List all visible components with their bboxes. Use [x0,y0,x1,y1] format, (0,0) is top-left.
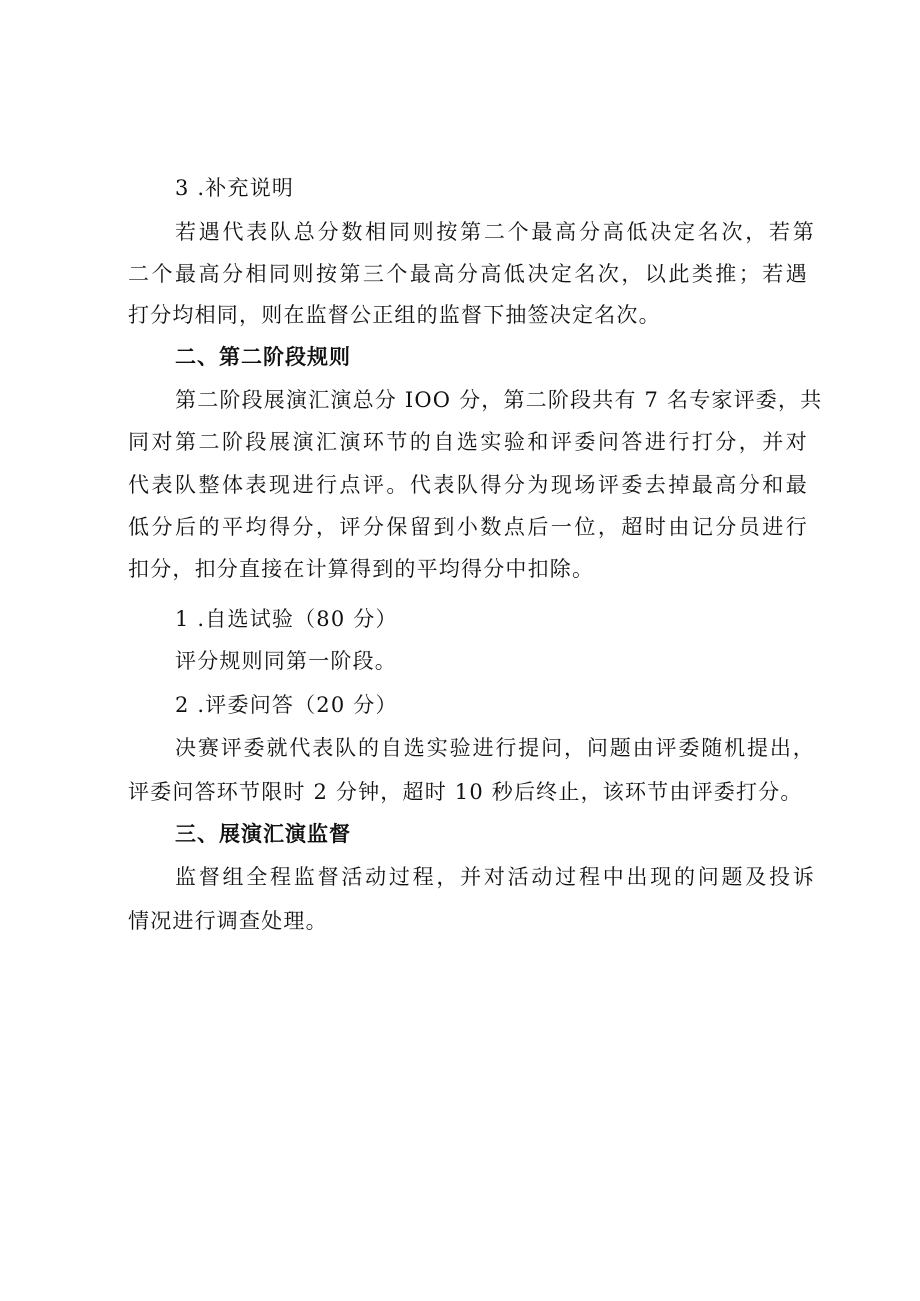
supplement-line-1: 若遇代表队总分数相同则按第二个最高分高低决定名次，若第 [175,220,815,244]
stage2-line-4: 低分后的平均得分，评分保留到小数点后一位，超时由记分员进行 [128,515,808,539]
stage3-line-1: 监督组全程监督活动过程，并对活动过程中出现的问题及投诉 [175,865,815,889]
stage2-line-3: 代表队整体表现进行点评。代表队得分为现场评委去掉最高分和最 [128,473,808,497]
stage2-line-2: 同对第二阶段展演汇演环节的自选实验和评委问答进行打分，并对 [128,430,808,454]
stage3-line-2: 情况进行调查处理。 [128,909,328,933]
item2-label: 2 .评委问答（20 分） [175,693,398,717]
supplement-label: 3 .补充说明 [175,176,295,200]
stage2-heading: 二、第二阶段规则 [175,345,351,369]
item1-text: 评分规则同第一阶段。 [175,649,397,673]
supplement-line-3: 打分均相同，则在监督公正组的监督下抽签决定名次。 [128,303,661,327]
stage3-heading: 三、展演汇演监督 [175,822,351,846]
item2-line-1: 决赛评委就代表队的自选实验进行提问，问题由评委随机提出， [175,736,815,760]
stage2-line-1: 第二阶段展演汇演总分 IOO 分，第二阶段共有 7 名专家评委，共 [175,388,823,412]
item1-label: 1 .自选试验（80 分） [175,607,398,631]
item2-line-2: 评委问答环节限时 2 分钟，超时 10 秒后终止，该环节由评委打分。 [128,780,803,804]
stage2-line-5: 扣分，扣分直接在计算得到的平均得分中扣除。 [128,557,595,581]
supplement-line-2: 二个最高分相同则按第三个最高分高低决定名次，以此类推；若遇 [128,262,808,286]
